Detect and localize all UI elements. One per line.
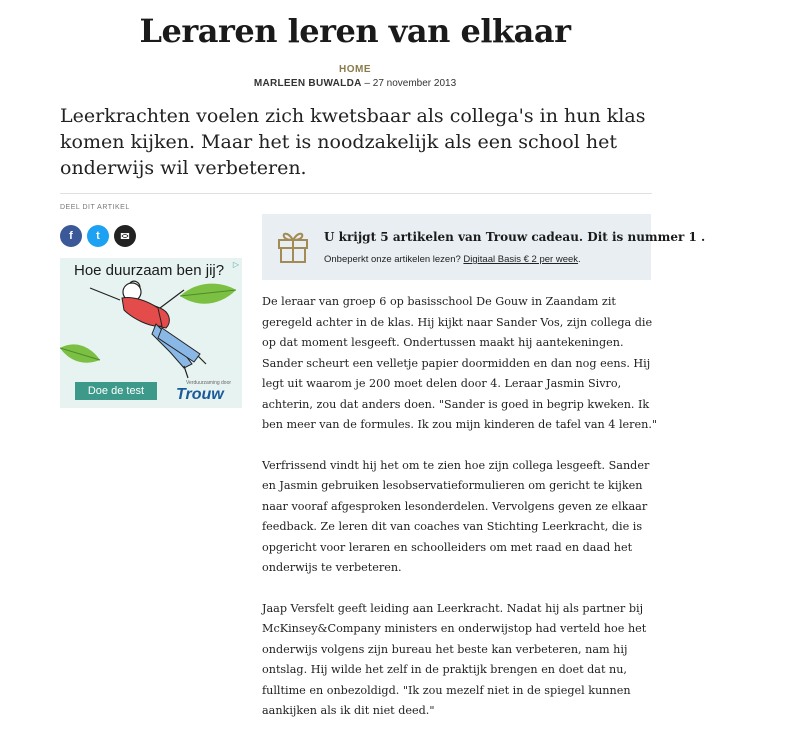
promo-title: U krijgt 5 artikelen van Trouw cadeau. Dit is nummer 1 . (324, 230, 706, 244)
article-body (262, 292, 657, 742)
email-icon: ✉ (120, 230, 130, 243)
ad-illustration (60, 278, 242, 383)
body-paragraph: Jaap Versfelt geeft leiding aan Leerkracht. Nadat hij als partner bij McKinsey&Company ministers en onderwijstop had verteld hoe het onderwijs volgens zijn bureau het beste kan verbeteren, nam hij ontslag. Hij wilde het zelf in de praktijk brengen en doet dat nu, fulltime en onbezoldigd. "Ik zou mezelf niet in de spiegel kunnen aankijken als ik dit niet deed." (262, 601, 647, 717)
promo-subtext (324, 254, 581, 265)
promo-banner (262, 214, 706, 280)
email-share-button[interactable] (114, 225, 136, 247)
promo-sub-prefix: Onbeperkt onze artikelen lezen? (324, 254, 464, 265)
ad-choices-icon[interactable]: ▷ (232, 260, 239, 269)
gift-icon (277, 228, 309, 264)
facebook-share-button[interactable] (60, 225, 82, 247)
subscription-link[interactable]: Digitaal Basis € 2 per week (463, 254, 579, 265)
twitter-icon: t (96, 230, 100, 242)
body-paragraph: De leraar van groep 6 op basisschool De Gouw in Zaandam zit geregeld achter in de klas. Hij kijkt naar Sander Vos, zijn collega die op dat moment lesgeeft. Ondertussen maakt hij aantekeningen. Sander scheurt een velletje papier doormidden en dan nog eens. Hij legt uit waarom je 200 moet delen door 4. Leraar Jasmin Sivro, achterin, zou dat anders doen. "Sander is goed in begrip kweken. Ik ben meer van de formules. Ik zou mijn kinderen de tafel van 4 leren." (262, 295, 658, 431)
promo-sub-suffix: . (578, 254, 581, 265)
date-separator: – (361, 78, 373, 89)
twitter-share-button[interactable] (87, 225, 109, 247)
ad-cta-button[interactable]: Doe de test (75, 382, 157, 400)
article-title: Leraren leren van elkaar (139, 12, 571, 50)
advertisement[interactable] (60, 258, 242, 408)
body-paragraph: Verfrissend vindt hij het om te zien hoe zijn collega lesgeeft. Sander en Jasmin gebruiken lesobservatieformulieren om gericht te kijken naar vooraf afgesproken lesonderdelen. Vervolgens geven ze elkaar feedback. Ze leren dit van coaches van Stichting Leerkracht, die is opgericht voor leraren en schoolleiders om met raad en daad het onderwijs te verbeteren. (262, 458, 650, 574)
article-lead: Leerkrachten voelen zich kwetsbaar als collega's in hun klas komen kijken. Maar het is noodzakelijk als een school het onderwijs wil verbeteren. (60, 105, 646, 179)
ad-brand-logo (176, 380, 232, 404)
ad-brand-tagline: Verduurzaming door (186, 380, 232, 386)
section-link[interactable]: HOME (339, 64, 371, 75)
share-label: DEEL DIT ARTIKEL (60, 204, 130, 211)
ad-brand-name: Trouw (176, 386, 224, 403)
publish-date: 27 november 2013 (372, 78, 457, 89)
author-name[interactable]: MARLEEN BUWALDA (253, 78, 362, 89)
divider (60, 193, 652, 194)
byline (0, 78, 710, 89)
facebook-icon: f (69, 230, 73, 242)
ad-question: Hoe duurzaam ben jij? (74, 262, 225, 279)
